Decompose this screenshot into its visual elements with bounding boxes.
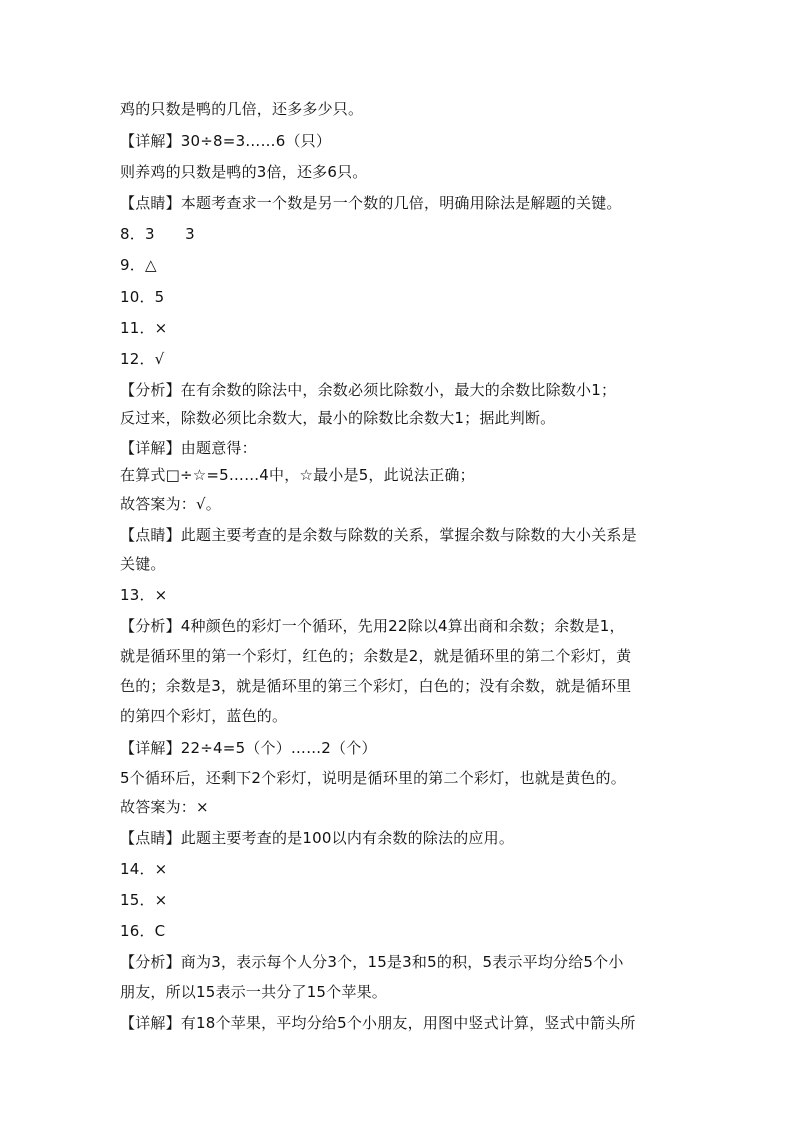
text-line: 9．△ — [120, 256, 157, 274]
text-line: 故答案为：√。 — [120, 495, 221, 513]
text-line: 【点睛】此题主要考查的是100以内有余数的除法的应用。 — [120, 829, 515, 847]
text-line: 朋友，所以15表示一共分了15个苹果。 — [120, 983, 387, 1001]
text-line: 12．√ — [120, 350, 165, 368]
text-line: 反过来，除数必须比余数大，最小的除数比余数大1；据此判断。 — [120, 409, 556, 427]
text-line: 就是循环里的第一个彩灯，红色的；余数是2，就是循环里的第二个彩灯，黄 — [120, 647, 632, 665]
text-line: 14．× — [120, 860, 168, 878]
text-line: 【详解】有18个苹果，平均分给5个小朋友，用图中竖式计算，竖式中箭头所 — [120, 1014, 636, 1032]
text-line: 【分析】在有余数的除法中，余数必须比除数小，最大的余数比除数小1； — [120, 381, 617, 399]
text-line: 5个循环后，还剩下2个彩灯，说明是循环里的第二个彩灯，也就是黄色的。 — [120, 769, 626, 787]
text-line: 的第四个彩灯，蓝色的。 — [120, 707, 288, 725]
text-line: 关键。 — [120, 555, 166, 573]
text-line: 【详解】30÷8=3……6（只） — [120, 132, 332, 150]
text-line: 则养鸡的只数是鸭的3倍，还多6只。 — [120, 163, 368, 181]
text-line: 色的；余数是3，就是循环里的第三个彩灯，白色的；没有余数，就是循环里 — [120, 677, 632, 695]
text-line: 15．× — [120, 891, 168, 909]
text-line: 11．× — [120, 319, 168, 337]
text-line: 鸡的只数是鸭的几倍，还多多少只。 — [120, 100, 364, 118]
text-line: 10．5 — [120, 288, 165, 306]
text-line: 8．3 3 — [120, 225, 195, 243]
text-line: 【点睛】此题主要考查的是余数与除数的关系，掌握余数与除数的大小关系是 — [120, 526, 637, 544]
text-line: 16．C — [120, 922, 166, 940]
text-line: 【详解】由题意得： — [120, 439, 257, 457]
text-line: 故答案为：× — [120, 798, 209, 816]
text-line: 【分析】商为3，表示每个人分3个，15是3和5的积，5表示平均分给5个小 — [120, 953, 624, 971]
text-line: 13．× — [120, 586, 168, 604]
text-line: 【点睛】本题考查求一个数是另一个数的几倍，明确用除法是解题的关键。 — [120, 194, 622, 212]
text-line: 【详解】22÷4=5（个）……2（个） — [120, 739, 377, 757]
text-line: 【分析】4种颜色的彩灯一个循环，先用22除以4算出商和余数；余数是1， — [120, 617, 625, 635]
text-line: 在算式□÷☆=5……4中，☆最小是5，此说法正确； — [120, 466, 475, 484]
